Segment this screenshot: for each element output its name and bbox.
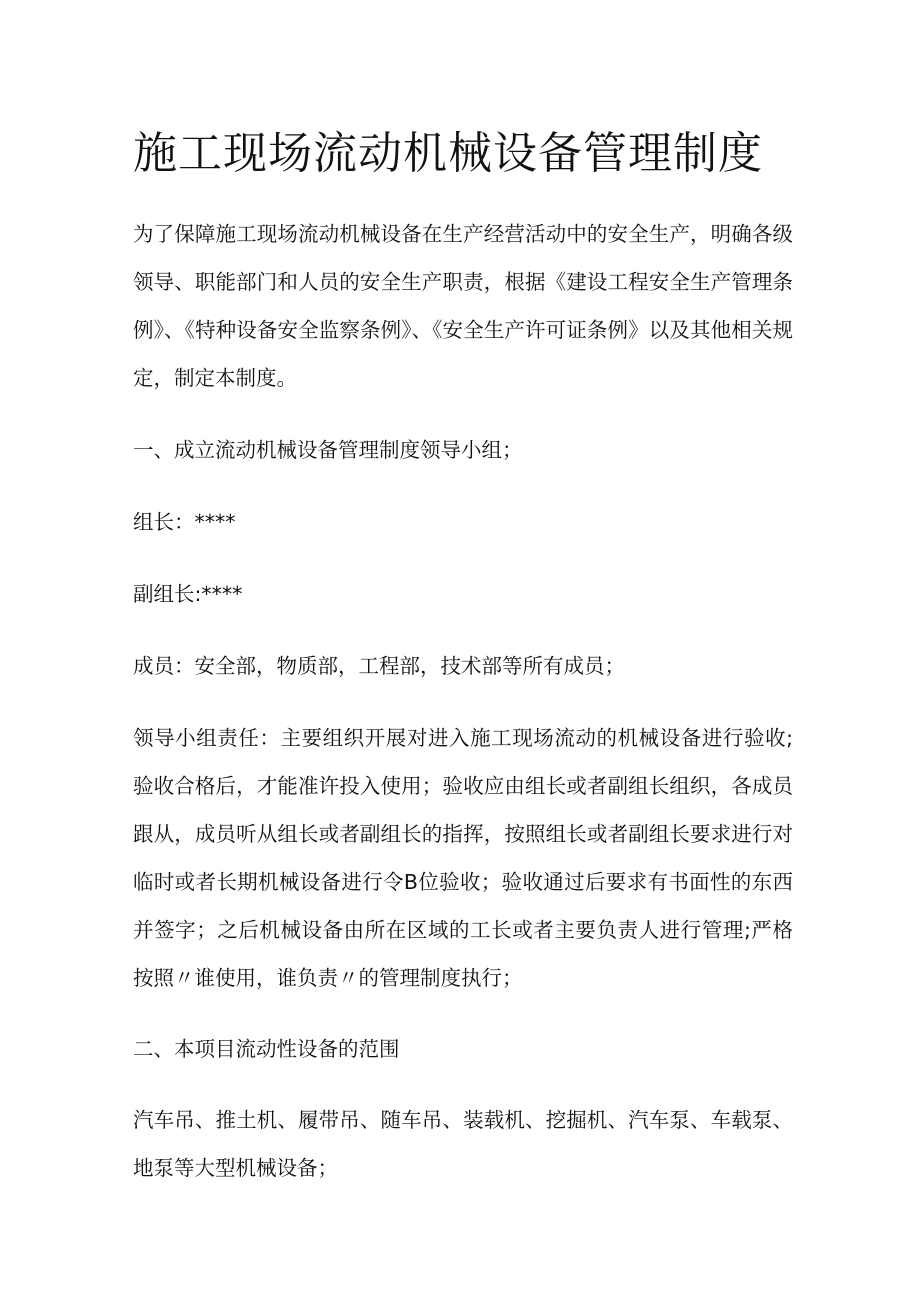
deputy-leader-line: 副组长:****: [133, 582, 243, 606]
responsibility-paragraph: 领导小组责任：主要组织开展对进入施工现场流动的机械设备进行验收;验收合格后，才能准许投入使用；验收应由组长或者副组长组织，各成员跟从，成员听从组长或者副组长的指挥，按照组长或者副组长要求进行对临时或者长期机械设备进行令B位验收；验收通过后要求有书面性的东西并签字；之后机械设备由所在区域的工长或者主要负责人进行管理;严格按照〃谁使用，谁负责〃的管理制度执行；: [133, 726, 793, 990]
leader-line: 组长：****: [133, 510, 236, 534]
equipment-list-paragraph: 汽车吊、推土机、履带吊、随车吊、装载机、挖掘机、汽车泵、车载泵、地泵等大型机械设备；: [133, 1108, 793, 1180]
document-title: 施工现场流动机械设备管理制度: [133, 128, 763, 179]
section-1-heading: 一、成立流动机械设备管理制度领导小组；: [133, 438, 523, 462]
section-2-heading: 二、本项目流动性设备的范围: [133, 1037, 400, 1061]
intro-paragraph: 为了保障施工现场流动机械设备在生产经营活动中的安全生产，明确各级领导、职能部门和人员的安全生产职责，根据《建设工程安全生产管理条例》、《特种设备安全监察条例》、《安全生产许可证条例》以及其他相关规定，制定本制度。: [133, 222, 793, 390]
members-line: 成员：安全部，物质部，工程部，技术部等所有成员；: [133, 654, 625, 678]
